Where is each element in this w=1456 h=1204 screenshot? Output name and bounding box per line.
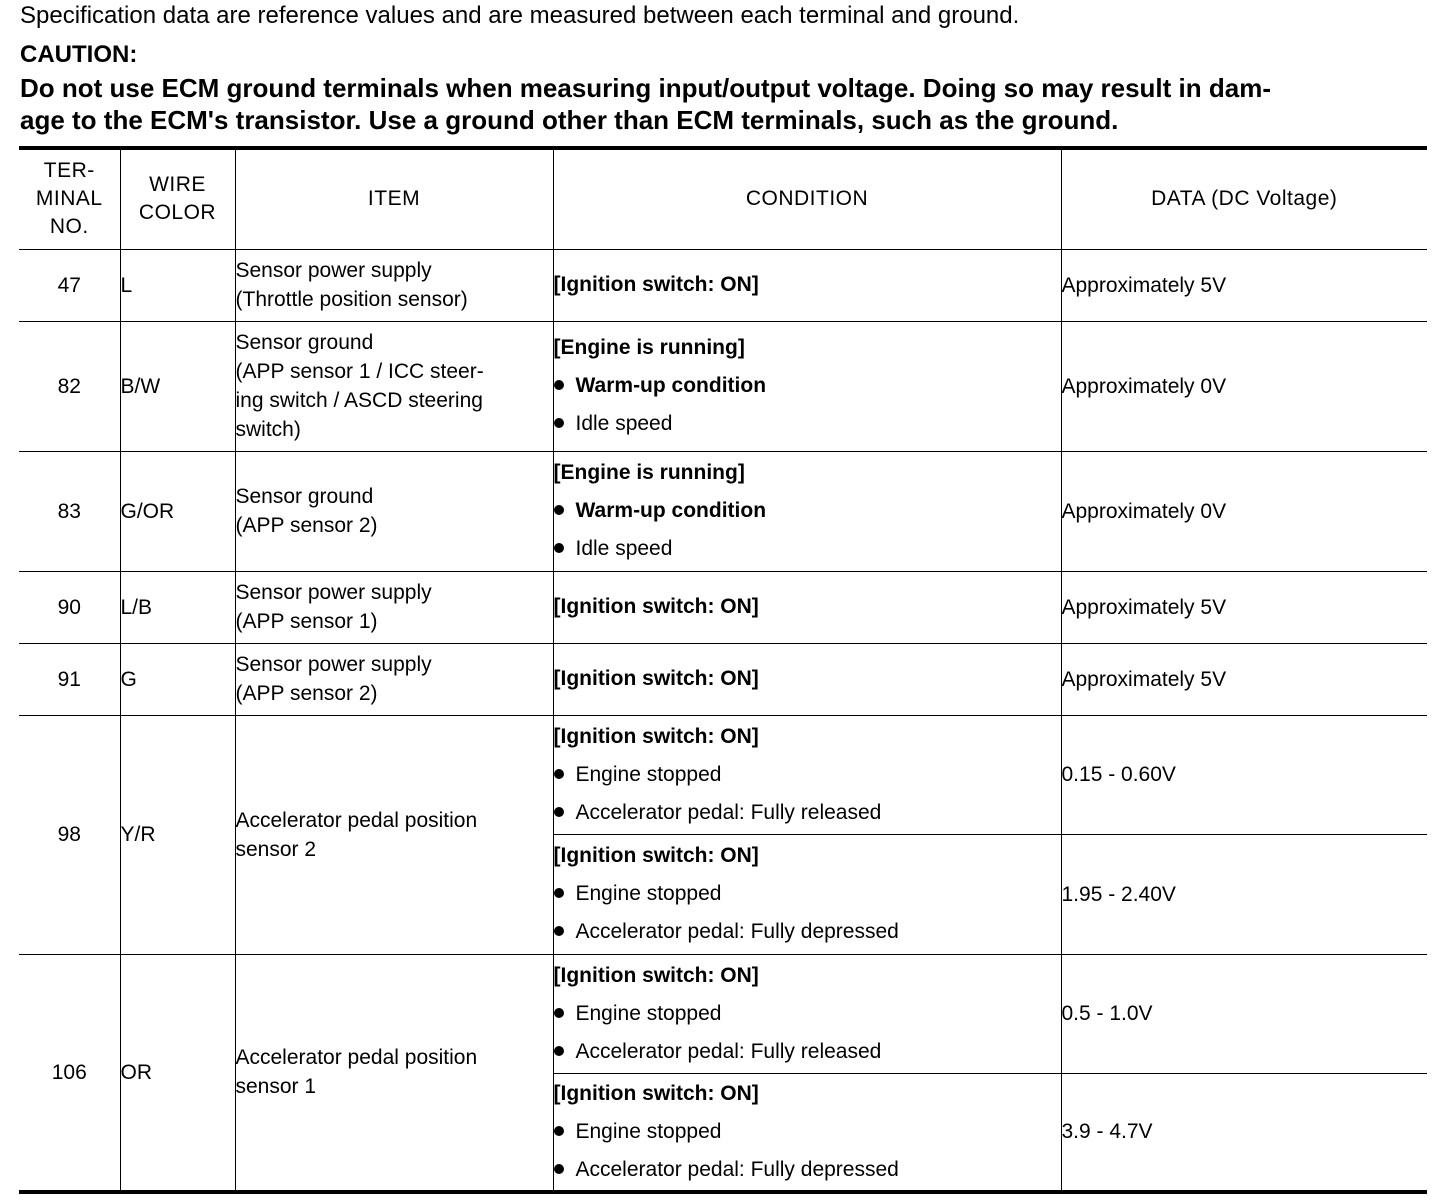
- condition-cell: [553, 321, 1061, 451]
- terminal-number: 98: [19, 715, 120, 954]
- condition-heading: [Engine is running]: [553, 336, 745, 359]
- item-line: Sensor power supply: [235, 581, 432, 604]
- data-value: 3.9 - 4.7V: [1061, 1073, 1427, 1192]
- item-description: [235, 715, 553, 954]
- item-description: [235, 451, 553, 571]
- data-value: Approximately 0V: [1061, 451, 1427, 571]
- bullet-dot-icon: [554, 807, 564, 817]
- bullet-dot-icon: [554, 1046, 564, 1056]
- bullet-text: Accelerator pedal: Fully released: [575, 1039, 882, 1063]
- condition-heading: [Ignition switch: ON]: [553, 844, 759, 867]
- item-line: switch): [235, 418, 301, 441]
- terminal-number: 82: [19, 321, 120, 451]
- bullet-dot-icon: [554, 769, 564, 779]
- bullet-text: Accelerator pedal: Fully released: [575, 800, 882, 824]
- bullet-text: Idle speed: [575, 537, 673, 560]
- bullet-text: Warm-up condition: [575, 374, 767, 397]
- item-line: Sensor power supply: [235, 259, 432, 282]
- header-wire-color: WIRE COLOR: [120, 148, 235, 249]
- item-line: sensor 2: [235, 837, 317, 861]
- condition-heading: [Ignition switch: ON]: [553, 963, 759, 987]
- condition-cell: [553, 834, 1061, 954]
- condition-heading: [Engine is running]: [553, 461, 745, 484]
- condition-cell: [553, 1073, 1061, 1192]
- terminal-number: 106: [19, 954, 120, 1192]
- caution-title: CAUTION:: [20, 41, 138, 68]
- item-line: (APP sensor 1 / ICC steer-: [235, 360, 484, 383]
- bullet-text: Accelerator pedal: Fully depressed: [575, 920, 899, 943]
- data-value: Approximately 5V: [1061, 571, 1427, 643]
- item-line: Accelerator pedal position: [235, 808, 478, 832]
- condition-bullet: [554, 794, 1061, 832]
- wire-color: L: [120, 249, 235, 321]
- condition-cell: [553, 571, 1061, 643]
- condition-bullet: [554, 530, 1061, 568]
- bullet-dot-icon: [554, 888, 564, 898]
- data-value: 1.95 - 2.40V: [1061, 834, 1427, 954]
- bullet-text: Idle speed: [575, 412, 673, 435]
- condition-cell: [553, 451, 1061, 571]
- intro-text: Specification data are reference values and are measured between each terminal and ground.: [20, 2, 1020, 29]
- data-value: 0.15 - 0.60V: [1061, 715, 1427, 834]
- condition-cell: [553, 249, 1061, 321]
- condition-bullet: [554, 875, 1061, 913]
- table-row: [19, 954, 1427, 1073]
- condition-heading: [Ignition switch: ON]: [553, 1081, 759, 1105]
- condition-cell: [553, 643, 1061, 715]
- terminal-number: 83: [19, 451, 120, 571]
- bullet-dot-icon: [554, 1008, 564, 1018]
- caution-line-2: age to the ECM's transistor. Use a ground other than ECM terminals, such as the ground.: [20, 105, 1119, 135]
- condition-bullet: [554, 913, 1061, 951]
- item-line: Sensor ground: [235, 331, 374, 354]
- wire-color: G/OR: [120, 451, 235, 571]
- condition-bullet: [554, 1151, 1061, 1189]
- condition-heading: [Ignition switch: ON]: [553, 724, 759, 748]
- bullet-dot-icon: [554, 543, 564, 553]
- condition-bullet: [554, 1113, 1061, 1151]
- data-value: Approximately 5V: [1061, 643, 1427, 715]
- bullet-text: Engine stopped: [575, 762, 722, 786]
- wire-color: B/W: [120, 321, 235, 451]
- bullet-dot-icon: [554, 1164, 564, 1174]
- table-row: [19, 571, 1427, 643]
- data-value: Approximately 5V: [1061, 249, 1427, 321]
- item-description: [235, 571, 553, 643]
- bullet-text: Engine stopped: [575, 1119, 722, 1143]
- item-description: [235, 321, 553, 451]
- bullet-text: Warm-up condition: [575, 499, 767, 522]
- item-line: Sensor power supply: [235, 653, 432, 676]
- table-row: [19, 451, 1427, 571]
- item-line: Accelerator pedal position: [235, 1046, 478, 1070]
- bullet-text: Accelerator pedal: Fully depressed: [575, 1157, 899, 1181]
- condition-bullet: [554, 405, 1061, 443]
- condition-heading: [Ignition switch: ON]: [553, 667, 759, 690]
- condition-heading: [Ignition switch: ON]: [553, 595, 759, 618]
- table-body: [19, 249, 1427, 1192]
- terminal-number: 91: [19, 643, 120, 715]
- condition-bullet: [554, 995, 1061, 1033]
- table-header-row: [19, 148, 1427, 249]
- wire-color: OR: [120, 954, 235, 1192]
- caution-body: [20, 72, 1430, 136]
- table-row: [19, 643, 1427, 715]
- item-description: [235, 249, 553, 321]
- wire-color: L/B: [120, 571, 235, 643]
- wire-color: G: [120, 643, 235, 715]
- item-line: Sensor ground: [235, 485, 374, 508]
- item-description: [235, 643, 553, 715]
- condition-cell: [553, 954, 1061, 1073]
- item-description: [235, 954, 553, 1192]
- terminal-number: 90: [19, 571, 120, 643]
- bullet-dot-icon: [554, 380, 564, 390]
- header-condition: CONDITION: [553, 148, 1061, 249]
- condition-bullet: [554, 756, 1061, 794]
- data-value: 0.5 - 1.0V: [1061, 954, 1427, 1073]
- condition-bullet: [554, 492, 1061, 530]
- bullet-dot-icon: [554, 926, 564, 936]
- header-data: DATA (DC Voltage): [1061, 148, 1427, 249]
- table-row: [19, 321, 1427, 451]
- item-line: (APP sensor 1): [235, 610, 378, 633]
- item-line: sensor 1: [235, 1075, 317, 1099]
- wire-color: Y/R: [120, 715, 235, 954]
- condition-bullet: [554, 367, 1061, 405]
- header-item: ITEM: [235, 148, 553, 249]
- bullet-dot-icon: [554, 505, 564, 515]
- item-line: (APP sensor 2): [235, 514, 378, 537]
- terminal-spec-table: [19, 146, 1427, 1194]
- item-line: (Throttle position sensor): [235, 288, 468, 311]
- item-line: ing switch / ASCD steering: [235, 389, 483, 412]
- bullet-dot-icon: [554, 418, 564, 428]
- data-value: Approximately 0V: [1061, 321, 1427, 451]
- header-terminal-no: TER- MINAL NO.: [19, 148, 120, 249]
- item-line: (APP sensor 2): [235, 682, 378, 705]
- condition-bullet: [554, 1033, 1061, 1071]
- terminal-number: 47: [19, 249, 120, 321]
- bullet-text: Engine stopped: [575, 882, 722, 905]
- table-row: [19, 249, 1427, 321]
- condition-heading: [Ignition switch: ON]: [553, 273, 759, 296]
- bullet-dot-icon: [554, 1126, 564, 1136]
- caution-line-1: Do not use ECM ground terminals when measuring input/output voltage. Doing so may result in dam-: [20, 73, 1271, 103]
- table-row: [19, 715, 1427, 834]
- condition-cell: [553, 715, 1061, 834]
- bullet-text: Engine stopped: [575, 1001, 722, 1025]
